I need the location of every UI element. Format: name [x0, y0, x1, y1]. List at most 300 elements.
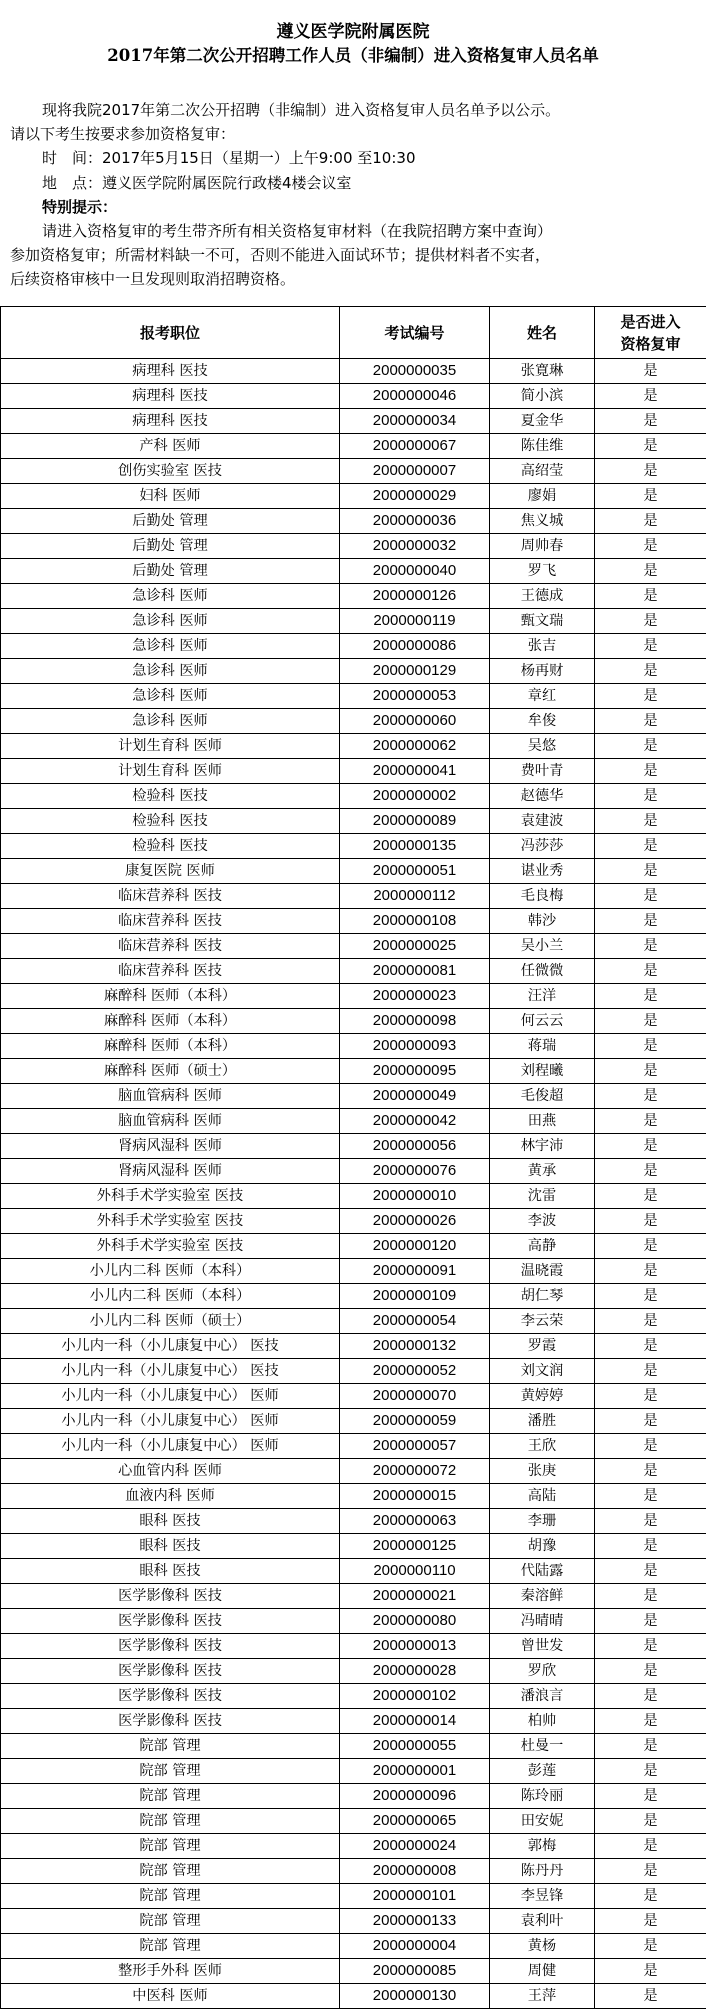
cell-name: 张寛琳 — [490, 359, 595, 384]
cell-name: 陈丹丹 — [490, 1859, 595, 1884]
cell-name: 黄承 — [490, 1159, 595, 1184]
table-row — [1, 1509, 706, 1534]
table-row — [1, 1459, 706, 1484]
cell-review: 是 — [595, 659, 706, 684]
cell-review: 是 — [595, 859, 706, 884]
requirement-text: 请以下考生按要求参加资格复审： — [10, 125, 236, 144]
cell-position: 临床营养科 医技 — [1, 934, 340, 959]
cell-position: 医学影像科 医技 — [1, 1709, 340, 1734]
cell-name: 牟俊 — [490, 709, 595, 734]
cell-exam-no: 2000000004 — [340, 1934, 490, 1959]
cell-position: 急诊科 医师 — [1, 684, 340, 709]
cell-position: 院部 管理 — [1, 1884, 340, 1909]
table-row — [1, 834, 706, 859]
cell-review: 是 — [595, 809, 706, 834]
special-text-3: 后续资格审核中一旦发现则取消招聘资格。 — [10, 270, 296, 289]
cell-name: 赵德华 — [490, 784, 595, 809]
cell-review: 是 — [595, 1434, 706, 1459]
cell-position: 麻醉科 医师（本科） — [1, 1034, 340, 1059]
header-name: 姓名 — [490, 307, 595, 359]
cell-name: 田安妮 — [490, 1809, 595, 1834]
cell-position: 小儿内二科 医师（本科） — [1, 1259, 340, 1284]
cell-name: 何云云 — [490, 1009, 595, 1034]
cell-review: 是 — [595, 1934, 706, 1959]
cell-review: 是 — [595, 959, 706, 984]
table-row — [1, 1784, 706, 1809]
cell-exam-no: 2000000002 — [340, 784, 490, 809]
cell-review: 是 — [595, 1109, 706, 1134]
header-exam-no: 考试编号 — [340, 307, 490, 359]
cell-review: 是 — [595, 1384, 706, 1409]
cell-name: 袁建波 — [490, 809, 595, 834]
cell-position: 院部 管理 — [1, 1784, 340, 1809]
table-row — [1, 734, 706, 759]
candidate-table — [0, 306, 706, 2009]
table-row — [1, 409, 706, 434]
cell-name: 田燕 — [490, 1109, 595, 1134]
cell-name: 周健 — [490, 1959, 595, 1984]
cell-name: 谌业秀 — [490, 859, 595, 884]
cell-name: 甄文瑞 — [490, 609, 595, 634]
cell-name: 简小滨 — [490, 384, 595, 409]
table-row — [1, 459, 706, 484]
table-row — [1, 1059, 706, 1084]
cell-position: 中医科 医师 — [1, 1984, 340, 2009]
special-text-1: 请进入资格复审的考生带齐所有相关资格复审材料（在我院招聘方案中查询） — [42, 222, 553, 241]
cell-review: 是 — [595, 1984, 706, 2009]
cell-position: 医学影像科 医技 — [1, 1609, 340, 1634]
cell-exam-no: 2000000096 — [340, 1784, 490, 1809]
cell-review: 是 — [595, 1834, 706, 1859]
table-row — [1, 1159, 706, 1184]
cell-position: 计划生育科 医师 — [1, 759, 340, 784]
cell-position: 肾病风湿科 医师 — [1, 1134, 340, 1159]
cell-position: 小儿内一科（小儿康复中心） 医技 — [1, 1334, 340, 1359]
cell-exam-no: 2000000132 — [340, 1334, 490, 1359]
cell-name: 陈玲丽 — [490, 1784, 595, 1809]
table-row — [1, 1734, 706, 1759]
table-row — [1, 1659, 706, 1684]
cell-position: 医学影像科 医技 — [1, 1634, 340, 1659]
table-row — [1, 484, 706, 509]
cell-exam-no: 2000000010 — [340, 1184, 490, 1209]
cell-review: 是 — [595, 1459, 706, 1484]
cell-name: 高陆 — [490, 1484, 595, 1509]
intro-text: 现将我院2017年第二次公开招聘（非编制）进入资格复审人员名单予以公示。 — [42, 101, 561, 119]
cell-exam-no: 2000000036 — [340, 509, 490, 534]
cell-position: 脑血管病科 医师 — [1, 1109, 340, 1134]
cell-review: 是 — [595, 1234, 706, 1259]
cell-review: 是 — [595, 1584, 706, 1609]
cell-position: 小儿内一科（小儿康复中心） 医师 — [1, 1384, 340, 1409]
cell-exam-no: 2000000089 — [340, 809, 490, 834]
cell-review: 是 — [595, 1259, 706, 1284]
cell-review: 是 — [595, 909, 706, 934]
table-row — [1, 809, 706, 834]
cell-position: 后勤处 管理 — [1, 559, 340, 584]
cell-exam-no: 2000000062 — [340, 734, 490, 759]
table-row — [1, 1334, 706, 1359]
cell-position: 小儿内二科 医师（硕士） — [1, 1309, 340, 1334]
cell-exam-no: 2000000035 — [340, 359, 490, 384]
cell-review: 是 — [595, 1684, 706, 1709]
cell-position: 检验科 医技 — [1, 784, 340, 809]
document-subtitle: 2017年第二次公开招聘工作人员（非编制）进入资格复审人员名单 — [107, 46, 599, 65]
cell-exam-no: 2000000112 — [340, 884, 490, 909]
cell-position: 院部 管理 — [1, 1809, 340, 1834]
cell-review: 是 — [595, 1284, 706, 1309]
cell-name: 汪洋 — [490, 984, 595, 1009]
table-row — [1, 584, 706, 609]
cell-position: 眼科 医技 — [1, 1509, 340, 1534]
cell-exam-no: 2000000085 — [340, 1959, 490, 1984]
cell-review: 是 — [595, 1359, 706, 1384]
cell-review: 是 — [595, 1134, 706, 1159]
cell-position: 康复医院 医师 — [1, 859, 340, 884]
cell-review: 是 — [595, 1409, 706, 1434]
cell-position: 后勤处 管理 — [1, 509, 340, 534]
cell-position: 肾病风湿科 医师 — [1, 1159, 340, 1184]
cell-position: 眼科 医技 — [1, 1534, 340, 1559]
table-row — [1, 1884, 706, 1909]
cell-name: 张吉 — [490, 634, 595, 659]
header-review-line1: 是否进入 — [620, 312, 681, 331]
cell-position: 医学影像科 医技 — [1, 1659, 340, 1684]
cell-review: 是 — [595, 1859, 706, 1884]
cell-position: 急诊科 医师 — [1, 609, 340, 634]
cell-review: 是 — [595, 1009, 706, 1034]
cell-exam-no: 2000000024 — [340, 1834, 490, 1859]
cell-position: 小儿内一科（小儿康复中心） 医师 — [1, 1409, 340, 1434]
cell-exam-no: 2000000070 — [340, 1384, 490, 1409]
cell-review: 是 — [595, 1709, 706, 1734]
table-row — [1, 1759, 706, 1784]
header-review-line2: 资格复审 — [620, 334, 681, 353]
cell-name: 刘程曦 — [490, 1059, 595, 1084]
cell-name: 李波 — [490, 1209, 595, 1234]
cell-review: 是 — [595, 1784, 706, 1809]
table-row — [1, 1934, 706, 1959]
table-row — [1, 559, 706, 584]
cell-exam-no: 2000000046 — [340, 384, 490, 409]
cell-review: 是 — [595, 484, 706, 509]
cell-position: 院部 管理 — [1, 1934, 340, 1959]
table-row — [1, 634, 706, 659]
cell-exam-no: 2000000034 — [340, 409, 490, 434]
cell-exam-no: 2000000055 — [340, 1734, 490, 1759]
cell-review: 是 — [595, 784, 706, 809]
cell-name: 王萍 — [490, 1984, 595, 2009]
cell-exam-no: 2000000056 — [340, 1134, 490, 1159]
cell-review: 是 — [595, 759, 706, 784]
cell-review: 是 — [595, 1759, 706, 1784]
cell-name: 胡豫 — [490, 1534, 595, 1559]
cell-review: 是 — [595, 709, 706, 734]
cell-exam-no: 2000000026 — [340, 1209, 490, 1234]
cell-review: 是 — [595, 1334, 706, 1359]
cell-exam-no: 2000000025 — [340, 934, 490, 959]
cell-exam-no: 2000000051 — [340, 859, 490, 884]
cell-review: 是 — [595, 1059, 706, 1084]
table-row — [1, 1834, 706, 1859]
cell-position: 小儿内一科（小儿康复中心） 医技 — [1, 1359, 340, 1384]
cell-exam-no: 2000000110 — [340, 1559, 490, 1584]
table-row — [1, 1484, 706, 1509]
cell-name: 毛良梅 — [490, 884, 595, 909]
notice-section — [0, 88, 706, 306]
cell-exam-no: 2000000133 — [340, 1909, 490, 1934]
cell-exam-no: 2000000001 — [340, 1759, 490, 1784]
cell-position: 急诊科 医师 — [1, 709, 340, 734]
cell-exam-no: 2000000032 — [340, 534, 490, 559]
table-row — [1, 1434, 706, 1459]
cell-position: 病理科 医技 — [1, 409, 340, 434]
place-line: 地 点：遵义医学院附属医院行政楼4楼会议室 — [42, 173, 352, 192]
cell-review: 是 — [595, 1959, 706, 1984]
cell-review: 是 — [595, 1884, 706, 1909]
cell-name: 杜曼一 — [490, 1734, 595, 1759]
cell-review: 是 — [595, 1309, 706, 1334]
table-row — [1, 909, 706, 934]
cell-exam-no: 2000000130 — [340, 1984, 490, 2009]
cell-position: 外科手术学实验室 医技 — [1, 1234, 340, 1259]
cell-name: 陈佳维 — [490, 434, 595, 459]
table-row — [1, 1384, 706, 1409]
cell-review: 是 — [595, 584, 706, 609]
cell-name: 代陆露 — [490, 1559, 595, 1584]
cell-name: 秦溶鲜 — [490, 1584, 595, 1609]
cell-position: 心血管内科 医师 — [1, 1459, 340, 1484]
cell-position: 小儿内二科 医师（本科） — [1, 1284, 340, 1309]
cell-review: 是 — [595, 1634, 706, 1659]
table-row — [1, 1084, 706, 1109]
cell-review: 是 — [595, 1159, 706, 1184]
cell-position: 院部 管理 — [1, 1734, 340, 1759]
cell-exam-no: 2000000091 — [340, 1259, 490, 1284]
cell-exam-no: 2000000119 — [340, 609, 490, 634]
cell-exam-no: 2000000080 — [340, 1609, 490, 1634]
cell-review: 是 — [595, 609, 706, 634]
cell-exam-no: 2000000023 — [340, 984, 490, 1009]
cell-review: 是 — [595, 1809, 706, 1834]
cell-name: 曾世发 — [490, 1634, 595, 1659]
cell-position: 临床营养科 医技 — [1, 909, 340, 934]
table-row — [1, 384, 706, 409]
cell-position: 急诊科 医师 — [1, 584, 340, 609]
cell-review: 是 — [595, 1034, 706, 1059]
cell-review: 是 — [595, 434, 706, 459]
cell-exam-no: 2000000042 — [340, 1109, 490, 1134]
cell-review: 是 — [595, 1909, 706, 1934]
cell-name: 胡仁琴 — [490, 1284, 595, 1309]
cell-name: 罗霞 — [490, 1334, 595, 1359]
table-row — [1, 784, 706, 809]
cell-position: 后勤处 管理 — [1, 534, 340, 559]
cell-position: 医学影像科 医技 — [1, 1584, 340, 1609]
cell-position: 院部 管理 — [1, 1909, 340, 1934]
cell-position: 眼科 医技 — [1, 1559, 340, 1584]
special-title: 特别提示： — [42, 197, 118, 216]
cell-position: 妇科 医师 — [1, 484, 340, 509]
header-review — [595, 307, 706, 359]
cell-exam-no: 2000000053 — [340, 684, 490, 709]
cell-name: 杨再财 — [490, 659, 595, 684]
cell-position: 急诊科 医师 — [1, 659, 340, 684]
cell-exam-no: 2000000007 — [340, 459, 490, 484]
cell-name: 廖娟 — [490, 484, 595, 509]
cell-name: 高静 — [490, 1234, 595, 1259]
cell-position: 麻醉科 医师（本科） — [1, 1009, 340, 1034]
cell-name: 蒋瑞 — [490, 1034, 595, 1059]
cell-review: 是 — [595, 834, 706, 859]
cell-review: 是 — [595, 534, 706, 559]
cell-exam-no: 2000000054 — [340, 1309, 490, 1334]
table-row — [1, 684, 706, 709]
cell-exam-no: 2000000029 — [340, 484, 490, 509]
cell-name: 吴小兰 — [490, 934, 595, 959]
cell-position: 医学影像科 医技 — [1, 1684, 340, 1709]
cell-review: 是 — [595, 1534, 706, 1559]
cell-exam-no: 2000000125 — [340, 1534, 490, 1559]
cell-name: 费叶青 — [490, 759, 595, 784]
cell-exam-no: 2000000028 — [340, 1659, 490, 1684]
cell-exam-no: 2000000052 — [340, 1359, 490, 1384]
cell-exam-no: 2000000072 — [340, 1459, 490, 1484]
document-title: 遵义医学院附属医院 — [276, 22, 430, 42]
table-row — [1, 1684, 706, 1709]
cell-position: 麻醉科 医师（硕士） — [1, 1059, 340, 1084]
cell-name: 罗飞 — [490, 559, 595, 584]
cell-exam-no: 2000000067 — [340, 434, 490, 459]
table-row — [1, 1209, 706, 1234]
cell-review: 是 — [595, 1659, 706, 1684]
cell-review: 是 — [595, 1209, 706, 1234]
cell-position: 院部 管理 — [1, 1859, 340, 1884]
table-row — [1, 709, 706, 734]
table-row — [1, 1234, 706, 1259]
table-row — [1, 884, 706, 909]
cell-name: 罗欣 — [490, 1659, 595, 1684]
cell-exam-no: 2000000013 — [340, 1634, 490, 1659]
cell-name: 李云荣 — [490, 1309, 595, 1334]
table-row — [1, 1184, 706, 1209]
document-header — [0, 0, 706, 88]
cell-exam-no: 2000000049 — [340, 1084, 490, 1109]
cell-exam-no: 2000000014 — [340, 1709, 490, 1734]
table-row — [1, 434, 706, 459]
cell-exam-no: 2000000040 — [340, 559, 490, 584]
table-row — [1, 1134, 706, 1159]
table-row — [1, 1009, 706, 1034]
table-row — [1, 659, 706, 684]
table-row — [1, 359, 706, 384]
cell-name: 沈雷 — [490, 1184, 595, 1209]
table-row — [1, 1359, 706, 1384]
cell-exam-no: 2000000076 — [340, 1159, 490, 1184]
cell-review: 是 — [595, 1484, 706, 1509]
cell-review: 是 — [595, 1084, 706, 1109]
cell-name: 柏帅 — [490, 1709, 595, 1734]
cell-exam-no: 2000000093 — [340, 1034, 490, 1059]
cell-name: 韩沙 — [490, 909, 595, 934]
cell-name: 袁利叶 — [490, 1909, 595, 1934]
cell-name: 毛俊超 — [490, 1084, 595, 1109]
cell-position: 脑血管病科 医师 — [1, 1084, 340, 1109]
table-row — [1, 1959, 706, 1984]
cell-exam-no: 2000000086 — [340, 634, 490, 659]
cell-name: 高绍莹 — [490, 459, 595, 484]
table-row — [1, 859, 706, 884]
cell-exam-no: 2000000095 — [340, 1059, 490, 1084]
cell-exam-no: 2000000108 — [340, 909, 490, 934]
time-line: 时 间：2017年5月15日（星期一）上午9:00 至10:30 — [42, 149, 416, 168]
table-row — [1, 1584, 706, 1609]
table-row — [1, 959, 706, 984]
table-row — [1, 1634, 706, 1659]
cell-position: 检验科 医技 — [1, 834, 340, 859]
cell-review: 是 — [595, 884, 706, 909]
cell-position: 整形手外科 医师 — [1, 1959, 340, 1984]
cell-position: 外科手术学实验室 医技 — [1, 1209, 340, 1234]
cell-position: 麻醉科 医师（本科） — [1, 984, 340, 1009]
table-row — [1, 1709, 706, 1734]
cell-review: 是 — [595, 684, 706, 709]
cell-position: 院部 管理 — [1, 1759, 340, 1784]
table-row — [1, 1534, 706, 1559]
cell-review: 是 — [595, 1184, 706, 1209]
cell-position: 病理科 医技 — [1, 359, 340, 384]
cell-position: 检验科 医技 — [1, 809, 340, 834]
cell-name: 林宇沛 — [490, 1134, 595, 1159]
cell-name: 潘浪言 — [490, 1684, 595, 1709]
cell-position: 急诊科 医师 — [1, 634, 340, 659]
table-row — [1, 1859, 706, 1884]
table-row — [1, 1284, 706, 1309]
cell-exam-no: 2000000126 — [340, 584, 490, 609]
cell-name: 冯莎莎 — [490, 834, 595, 859]
cell-name: 黄杨 — [490, 1934, 595, 1959]
cell-position: 外科手术学实验室 医技 — [1, 1184, 340, 1209]
table-row — [1, 984, 706, 1009]
cell-exam-no: 2000000063 — [340, 1509, 490, 1534]
cell-exam-no: 2000000041 — [340, 759, 490, 784]
cell-name: 吴悠 — [490, 734, 595, 759]
cell-name: 潘胜 — [490, 1409, 595, 1434]
cell-review: 是 — [595, 559, 706, 584]
table-row — [1, 1409, 706, 1434]
table-body — [1, 359, 706, 2009]
cell-review: 是 — [595, 1609, 706, 1634]
cell-name: 王德成 — [490, 584, 595, 609]
cell-exam-no: 2000000065 — [340, 1809, 490, 1834]
cell-exam-no: 2000000135 — [340, 834, 490, 859]
cell-name: 王欣 — [490, 1434, 595, 1459]
cell-exam-no: 2000000120 — [340, 1234, 490, 1259]
cell-exam-no: 2000000098 — [340, 1009, 490, 1034]
cell-review: 是 — [595, 409, 706, 434]
cell-review: 是 — [595, 459, 706, 484]
cell-exam-no: 2000000008 — [340, 1859, 490, 1884]
cell-review: 是 — [595, 509, 706, 534]
cell-name: 李昱锋 — [490, 1884, 595, 1909]
table-row — [1, 759, 706, 784]
table-row — [1, 1559, 706, 1584]
cell-exam-no: 2000000129 — [340, 659, 490, 684]
cell-review: 是 — [595, 384, 706, 409]
special-text-2: 参加资格复审；所需材料缺一不可，否则不能进入面试环节；提供材料者不实者， — [10, 246, 551, 265]
table-row — [1, 1259, 706, 1284]
table-row — [1, 1984, 706, 2009]
